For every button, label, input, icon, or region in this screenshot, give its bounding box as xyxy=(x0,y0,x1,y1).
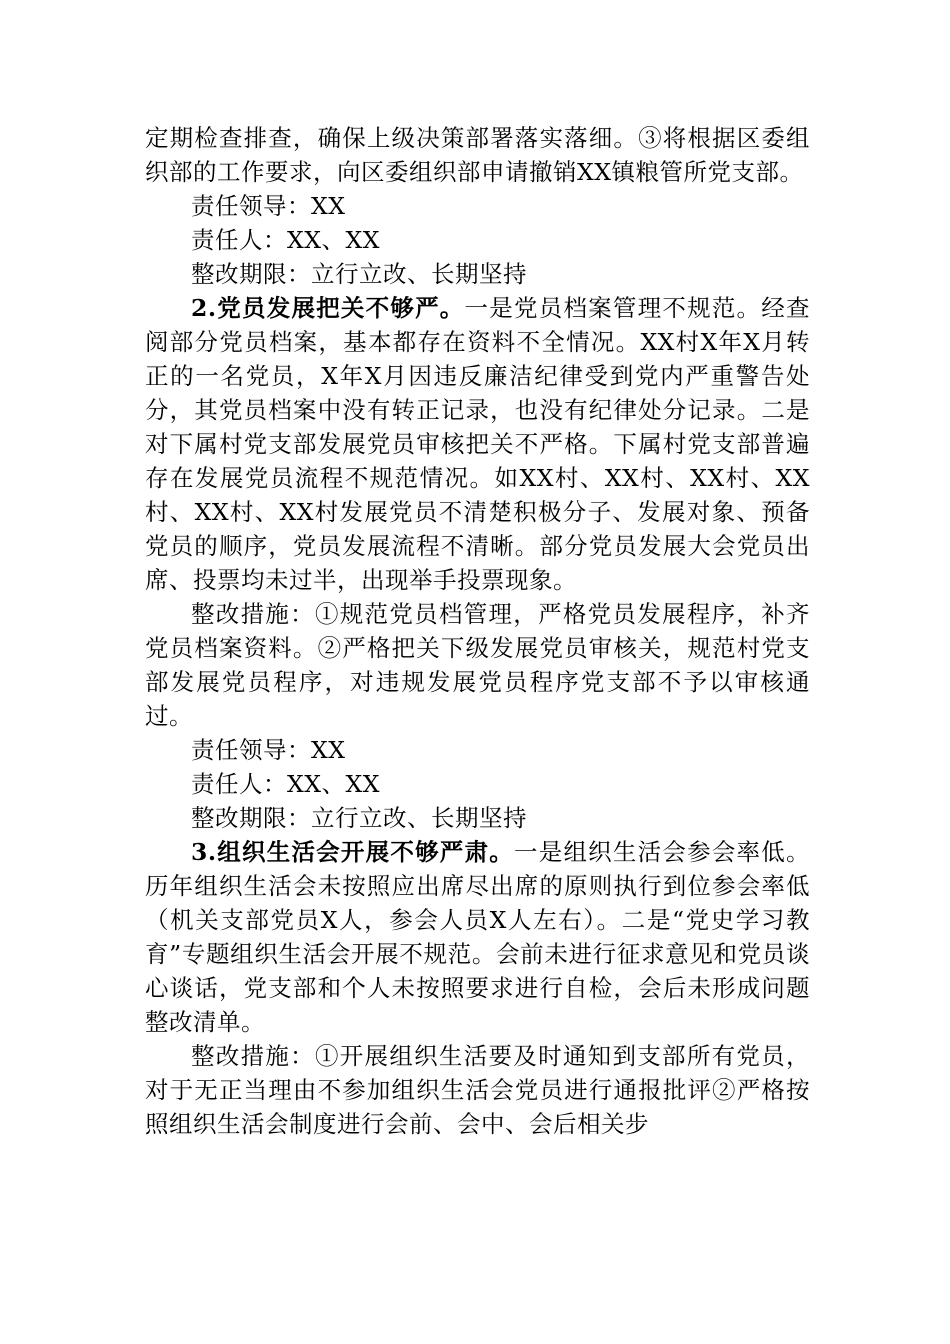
issue-2-text: 一是党员档案管理不规范。经查阅部分党员档案，基本都存在资料不全情况。XX村X年X月转正的一名党员，X年X月因违反廉洁纪律受到党内严重警告处分，其党员档案中没有转正记录，也没有纪律处分记录。二是对下属村党支部发展党员审核把关不严格。下属村党支部普遍存在发展党员流程不规范情况。如XX村、XX村、XX村、XX村、XX村、XX村发展党员不清楚积极分子、发展对象、预备党员的顺序，党员发展流程不清晰。部分党员发展大会党员出席、投票均未过半，出现举手投票现象。 xyxy=(145,294,811,594)
responsible-leader-line: 责任领导：XX xyxy=(191,736,346,764)
issue-3-text: 一是组织生活会参会率低。历年组织生活会未按照应出席尽出席的原则执行到位参会率低（机关支部党员X人，参会人员X人左右）。二是“党史学习教育”专题组织生活会开展不规范。会前未进行征求意见和党员谈心谈话，党支部和个人未按照要求进行自检，会后未形成问题整改清单。 xyxy=(145,838,810,1036)
issue-2-paragraph xyxy=(145,291,810,597)
issue-2-heading: 2.党员发展把关不够严。 xyxy=(191,294,465,322)
responsible-leader-line: 责任领导：XX xyxy=(191,192,346,220)
issue-3-paragraph xyxy=(145,835,810,1039)
responsible-person-line: 责任人：XX、XX xyxy=(191,226,380,254)
responsible-person-line: 责任人：XX、XX xyxy=(191,770,380,798)
rectification-measures-3: 整改措施：①开展组织生活要及时通知到支部所有党员，对于无正当理由不参加组织生活会党员进行通报批评②严格按照组织生活会制度进行会前、会中、会后相关步 xyxy=(145,1042,810,1138)
paragraph-continuation: 定期检查排查，确保上级决策部署落实落细。③将根据区委组织部的工作要求，向区委组织部申请撤销XX镇粮管所党支部。 xyxy=(145,124,810,186)
deadline-line: 整改期限：立行立改、长期坚持 xyxy=(191,804,527,832)
rectification-measures-2: 整改措施：①规范党员档管理，严格党员发展程序，补齐党员档案资料。②严格把关下级发展党员审核关，规范村党支部发展党员程序，对违规发展党员程序党支部不予以审核通过。 xyxy=(145,600,810,730)
document-body xyxy=(145,121,810,1141)
issue-3-heading: 3.组织生活会开展不够严肃。 xyxy=(191,838,514,866)
deadline-line: 整改期限：立行立改、长期坚持 xyxy=(191,260,527,288)
